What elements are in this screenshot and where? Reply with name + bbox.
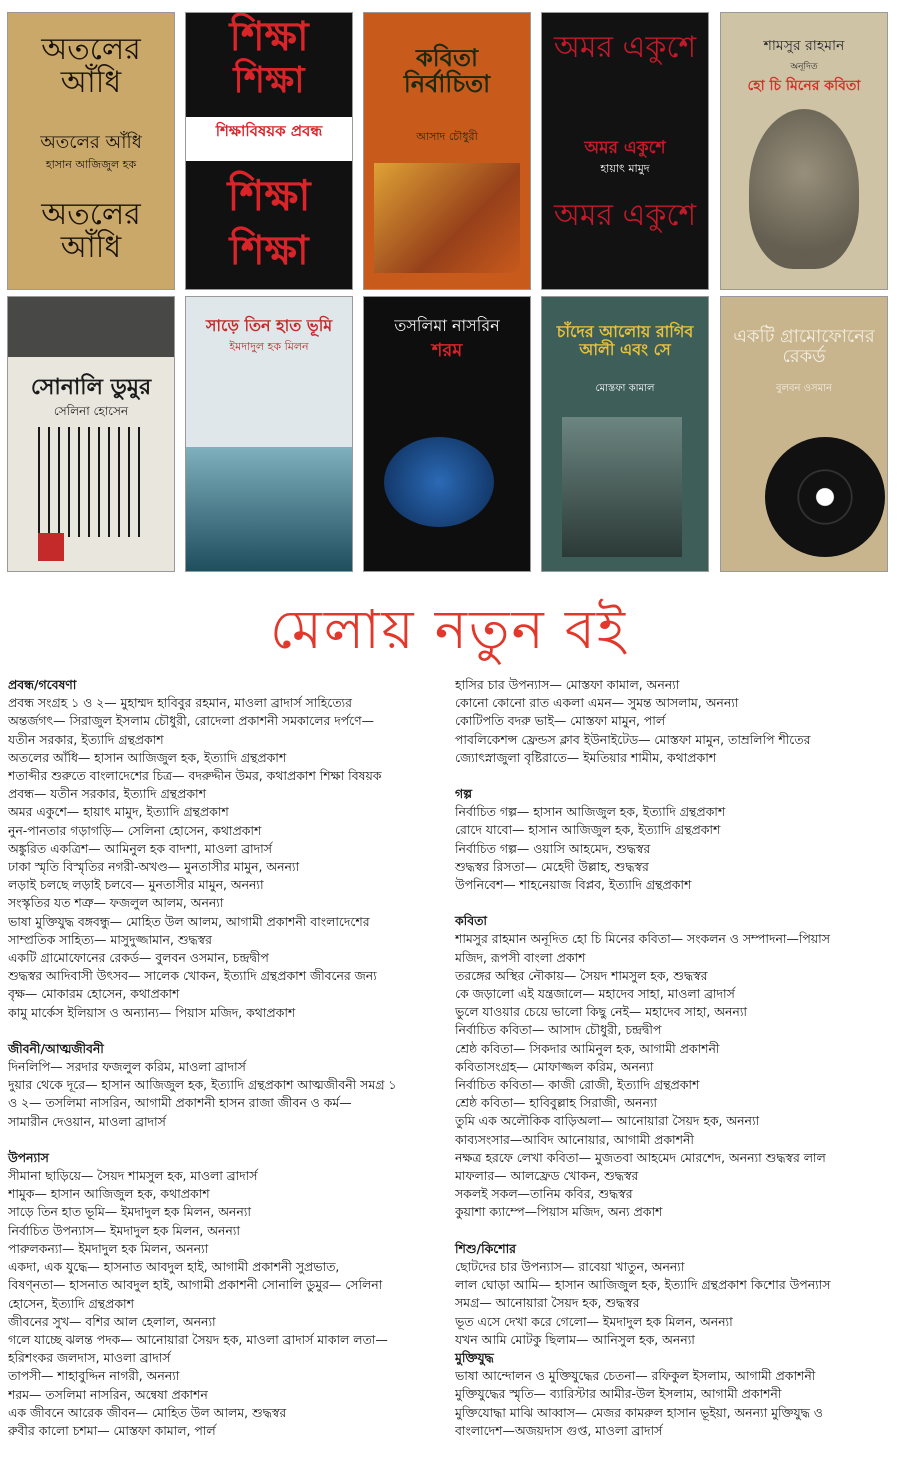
list-item: কোটিপতি বদরু ভাই— মোস্তফা মামুন, পার্ল bbox=[455, 713, 666, 729]
list-item: হোসেন, ইত্যাদি গ্রন্থপ্রকাশ bbox=[8, 1295, 134, 1311]
list-item: নির্বাচিত উপন্যাস— ইমদাদুল হক মিলন, অনন্যা bbox=[8, 1222, 240, 1238]
section-biography bbox=[8, 1040, 436, 1131]
list-item: হাসির চার উপন্যাস— মোস্তফা কামাল, অনন্যা bbox=[455, 677, 680, 692]
cover-title: সোনালি ডুমুর bbox=[30, 374, 152, 400]
cover-big-title-top: অতলের আঁধি bbox=[41, 32, 141, 100]
list-item: একটি গ্রামোফোনের রেকর্ড— বুলবন ওসমান, চন্দ্রদ্বীপ bbox=[8, 950, 269, 966]
cover-big-title-bottom: শিক্ষা bbox=[229, 227, 309, 274]
cover-editor: অনূদিত bbox=[790, 62, 818, 72]
cover-art bbox=[186, 447, 352, 571]
list-item: লড়াই চলছে লড়াই চলবে— মুনতাসীর মামুন, অনন্যা bbox=[8, 877, 264, 893]
list-item: নির্বাচিত গল্প— হাসান আজিজুল হক, ইত্যাদি গ্রন্থপ্রকাশ bbox=[455, 804, 726, 820]
list-item: কোনো কোনো রাত একলা এমন— সুমন্ত আসলাম, অনন্যা bbox=[455, 695, 739, 711]
list-item: সংস্কৃতির যত শত্রু— ফজলুল আলম, অনন্যা bbox=[8, 895, 224, 911]
cover-big-title-top: অমর একুশে bbox=[553, 30, 697, 65]
cover-author: সেলিনা হোসেন bbox=[53, 404, 129, 418]
section-novel-continued bbox=[455, 676, 891, 767]
list-item: উপনিবেশ— শাহনেয়াজ বিপ্লব, ইত্যাদি গ্রন্থপ্রকাশ bbox=[455, 877, 692, 893]
section-heading: প্রবন্ধ/গবেষণা bbox=[8, 677, 77, 692]
portrait-image bbox=[749, 109, 859, 269]
cover-kobita-nirbachita[interactable] bbox=[363, 12, 531, 290]
list-item: জ্যোৎস্নাজুলা বৃষ্টিরাতে— ইমতিয়ার শামীম, কথাপ্রকাশ bbox=[455, 749, 717, 765]
cover-author: যতীন সরকার bbox=[242, 145, 296, 156]
list-item: এক জীবনে আরেক জীবন— মোহিত উল আলম, শুদ্ধস্বর bbox=[8, 1404, 287, 1420]
cover-ho-chi-minh[interactable] bbox=[720, 12, 888, 290]
list-item: মুক্তিযোদ্ধা মাঝি আব্বাস— মেজর কামরুল হাসান ভূইয়া, অনন্যা মুক্তিযুদ্ধ ও bbox=[455, 1404, 823, 1420]
list-item: শ্রেষ্ঠ কবিতা— সিকদার আমিনুল হক, আগামী প্রকাশনী bbox=[455, 1040, 720, 1056]
list-item: শরম— তসলিমা নাসরিন, অন্বেষা প্রকাশন bbox=[8, 1386, 208, 1402]
list-item: ভাষা মুক্তিযুদ্ধ বঙ্গবন্ধু— মোহিত উল আলম, আগামী প্রকাশনী বাংলাদেশের bbox=[8, 913, 370, 929]
list-item: যতীন সরকার, ইত্যাদি গ্রন্থপ্রকাশ bbox=[8, 731, 164, 747]
cover-author: তসলিমা নাসরিন bbox=[394, 316, 500, 335]
cover-big-title-low: শিক্ষা bbox=[227, 171, 311, 220]
cover-author: বুলবন ওসমান bbox=[775, 383, 833, 394]
section-essay-research bbox=[8, 676, 436, 1022]
list-item: ঢাকা স্মৃতি বিস্মৃতির নগরী-অখণ্ড— মুনতাসীর মামুন, অনন্যা bbox=[8, 859, 300, 875]
list-item: সীমানা ছাড়িয়ে— সৈয়দ শামসুল হক, মাওলা ব্রাদার্স bbox=[8, 1168, 258, 1184]
cover-title: শরম bbox=[431, 340, 463, 361]
section-heading: উপন্যাস bbox=[8, 1149, 49, 1165]
cover-title: হো চি মিনের কবিতা bbox=[747, 78, 861, 94]
list-item: বাংলাদেশ—অজয়দাস গুপ্ত, মাওলা ব্রাদার্স bbox=[455, 1422, 663, 1438]
cover-art-strings bbox=[38, 427, 148, 537]
list-item: সামারীন দেওয়ান, মাওলা ব্রাদার্স bbox=[8, 1113, 166, 1129]
left-column bbox=[8, 676, 436, 1458]
list-item: মজিদ, রূপসী বাংলা প্রকাশ bbox=[455, 949, 586, 965]
list-item: ও ২— তসলিমা নাসরিন, আগামী প্রকাশনী হাসন রাজা জীবন ও কর্ম— bbox=[8, 1095, 352, 1111]
list-item: রুবীর কালো চশমা— মোস্তফা কামাল, পার্ল bbox=[8, 1422, 216, 1438]
list-item: তাপসী— শাহাবুদ্দিন নাগরী, অনন্যা bbox=[8, 1368, 180, 1384]
list-item: শুদ্ধস্বর রিসতা— মেহেদী উল্লাহ, শুদ্ধস্বর bbox=[455, 858, 649, 874]
list-item: কাব্যসংসার—আবিদ আনোয়ার, আগামী প্রকাশনী bbox=[455, 1131, 694, 1147]
list-item: পাবলিকেশন্স ফ্রেন্ডস ক্লাব ইউনাইটেড— মোস্তফা মামুন, তাম্রলিপি শীতের bbox=[455, 731, 811, 747]
right-column bbox=[455, 676, 891, 1440]
list-item: লাল ঘোড়া আমি— হাসান আজিজুল হক, ইত্যাদি গ্রন্থপ্রকাশ কিশোর উপন্যাস bbox=[455, 1277, 831, 1293]
list-item: কামু মার্কেস ইলিয়াস ও অন্যান্য— পিয়াস মজিদ, কথাপ্রকাশ bbox=[8, 1004, 296, 1020]
list-item: দিনলিপি— সরদার ফজলুল করিম, মাওলা ব্রাদার্স bbox=[8, 1059, 246, 1075]
cover-author: ইমদাদুল হক মিলন bbox=[229, 340, 309, 353]
list-item: প্রবন্ধ— যতীন সরকার, ইত্যাদি গ্রন্থপ্রকাশ bbox=[8, 786, 206, 802]
list-item: অমর একুশে— হায়াৎ মামুদ, ইত্যাদি গ্রন্থপ্রকাশ bbox=[8, 804, 229, 820]
section-heading: জীবনী/আত্মজীবনী bbox=[8, 1040, 104, 1056]
list-item: সাড়ে তিন হাত ভূমি— ইমদাদুল হক মিলন, অনন্যা bbox=[8, 1204, 251, 1220]
list-item: প্রবন্ধ সংগ্রহ ১ ও ২— মুহাম্মদ হাবিবুর রহমান, মাওলা ব্রাদার্স সাহিত্যের bbox=[8, 695, 352, 711]
list-item: নক্ষত্র হরফে লেখা কবিতা— মুজতবা আহমেদ মোরশেদ, অনন্যা শুদ্ধস্বর লাল bbox=[455, 1149, 826, 1165]
list-item: যখন আমি মোটকু ছিলাম— আনিসুল হক, অনন্যা bbox=[455, 1331, 695, 1347]
cover-shiksha[interactable] bbox=[185, 12, 353, 290]
list-item: ছোটদের চার উপন্যাস— রাবেয়া খাতুন, অনন্যা bbox=[455, 1258, 685, 1274]
section-liberation-war bbox=[455, 1349, 891, 1440]
list-item: নির্বাচিত কবিতা— আসাদ চৌধুরী, চন্দ্রদ্বীপ bbox=[455, 1022, 662, 1038]
list-item: শামুক— হাসান আজিজুল হক, কথাপ্রকাশ bbox=[8, 1186, 210, 1202]
cover-author: হাসান আজিজুল হক bbox=[45, 158, 137, 171]
list-item: কবিতাসংগ্রহ— মোফাজ্জল করিম, অনন্যা bbox=[455, 1058, 654, 1074]
cover-big-title-bottom: অমর একুশে bbox=[553, 198, 697, 233]
cover-art-accent bbox=[38, 533, 64, 561]
list-item: সাম্প্রতিক সাহিত্য— মাসুদুজ্জামান, শুদ্ধস্বর bbox=[8, 931, 212, 947]
section-novel bbox=[8, 1149, 436, 1440]
list-item: অন্তর্জগৎ— সিরাজুল ইসলাম চৌধুরী, রোদেলা প্রকাশনী সমকালের দর্পণে— bbox=[8, 713, 375, 729]
list-item: শামসুর রাহমান অনূদিত হো চি মিনের কবিতা— সংকলন ও সম্পাদনা—পিয়াস bbox=[455, 931, 830, 947]
list-item: জীবনের সুখ— বশির আল হেলাল, অনন্যা bbox=[8, 1313, 216, 1329]
list-item: ভাষা আন্দোলন ও মুক্তিযুদ্ধের চেতনা— রফিকুল ইসলাম, আগামী প্রকাশনী bbox=[455, 1368, 816, 1384]
section-heading: কবিতা bbox=[455, 913, 487, 929]
section-heading: মুক্তিযুদ্ধ bbox=[455, 1349, 494, 1365]
cover-gramophone-record[interactable] bbox=[720, 296, 888, 572]
cover-title: একটি গ্রামোফোনের রেকর্ড bbox=[733, 326, 875, 367]
list-item: নুন-পানতার গড়াগড়ি— সেলিনা হোসেন, কথাপ্রকাশ bbox=[8, 822, 262, 838]
list-item: কুয়াশা ক্যাম্পে—পিয়াস মজিদ, অন্য প্রকাশ bbox=[455, 1204, 663, 1220]
cover-author: মোস্তফা কামাল bbox=[595, 383, 655, 394]
cover-atoler-adhi[interactable] bbox=[7, 12, 175, 290]
list-item: রোদে যাবো— হাসান আজিজুল হক, ইত্যাদি গ্রন্থপ্রকাশ bbox=[455, 822, 721, 838]
cover-author: শামসুর রাহমান bbox=[763, 38, 845, 54]
list-item: ভূত এসে দেখা করে গেলো— ইমদাদুল হক মিলন, অনন্যা bbox=[455, 1313, 733, 1329]
list-item: মাফলার— আলফ্রেড খোকন, শুদ্ধস্বর bbox=[455, 1168, 639, 1184]
cover-author: আসাদ চৌধুরী bbox=[416, 130, 478, 143]
list-item: মুক্তিযুদ্ধের স্মৃতি— ব্যারিস্টার আমীর-উল ইসলাম, আগামী প্রকাশনী bbox=[455, 1386, 782, 1402]
cover-art bbox=[384, 437, 494, 527]
list-item: সমগ্র— আনোয়ারা সৈয়দ হক, শুদ্ধস্বর bbox=[455, 1295, 640, 1311]
list-item: শতাব্দীর শুরুতে বাংলাদেশের চিত্র— বদরুদ্দীন উমর, কথাপ্রকাশ শিক্ষা বিষয়ক bbox=[8, 768, 382, 784]
list-item: নির্বাচিত গল্প— ওয়াসি আহমেদ, শুদ্ধস্বর bbox=[455, 840, 651, 856]
list-item: গলে যাচ্ছে ঝলন্ত পদক— আনোয়ারা সৈয়দ হক, মাওলা ব্রাদার্স মাকাল লতা— bbox=[8, 1331, 388, 1347]
list-item: দুয়ার থেকে দূরে— হাসান আজিজুল হক, ইত্যাদি গ্রন্থপ্রকাশ আত্মজীবনী সমগ্র ১ bbox=[8, 1077, 397, 1093]
cover-big-title-bottom: অতলের আঁধি bbox=[41, 197, 141, 265]
book-covers bbox=[0, 0, 897, 580]
list-item: ভুলে যাওয়ার চেয়ে ভালো কিছু নেই— মহাদেব সাহা, অনন্যা bbox=[455, 1004, 748, 1020]
page-title: মেলায় নতুন বই bbox=[269, 598, 628, 661]
cover-art bbox=[374, 163, 520, 273]
cover-title: অমর একুশে bbox=[584, 138, 666, 158]
list-item: বিষণ্নতা— হাসনাত আবদুল হাই, আগামী প্রকাশনী সোনালি ডুমুর— সেলিনা bbox=[8, 1277, 383, 1293]
list-item: অতলের আঁধি— হাসান আজিজুল হক, ইত্যাদি গ্রন্থপ্রকাশ bbox=[8, 749, 287, 765]
cover-art bbox=[8, 297, 174, 357]
section-heading: শিশু/কিশোর bbox=[455, 1240, 517, 1256]
cover-author: হায়াৎ মামুদ bbox=[600, 162, 650, 175]
section-children bbox=[455, 1240, 891, 1349]
list-item: বৃক্ষ— মোকারম হোসেন, কথাপ্রকাশ bbox=[8, 986, 180, 1002]
cover-sare-tin-hat-bhumi[interactable] bbox=[185, 296, 353, 572]
cover-title: অতলের আঁধি bbox=[40, 132, 142, 153]
list-item: শুদ্ধস্বর আদিবাসী উৎসব— সালেক খোকন, ইত্যাদি গ্রন্থপ্রকাশ জীবনের জন্য bbox=[8, 968, 377, 984]
list-item: সকলই সকল—তানিম কবির, শুদ্ধস্বর bbox=[455, 1186, 633, 1202]
cover-big-title-top: শিক্ষা bbox=[229, 13, 309, 60]
cover-title: চাঁদের আলোয় রাগিব আলী এবং সে bbox=[556, 322, 694, 359]
list-item: কে জড়ালো এই যন্ত্রজালে— মহাদেব সাহা, মাওলা ব্রাদার্স bbox=[455, 986, 735, 1002]
list-item: শ্রেষ্ঠ কবিতা— হাবিবুল্লাহ সিরাজী, অনন্যা bbox=[455, 1095, 658, 1111]
cover-sonali-dumur[interactable] bbox=[7, 296, 175, 572]
list-item: একদা, এক যুদ্ধে— হাসনাত আবদুল হাই, আগামী প্রকাশনী সুপ্রভাত, bbox=[8, 1259, 340, 1275]
list-item: হরিশংকর জলদাস, মাওলা ব্রাদার্স bbox=[8, 1350, 171, 1366]
cover-chander-aloy[interactable] bbox=[541, 296, 709, 572]
cover-title: কবিতা নির্বাচিতা bbox=[403, 43, 491, 99]
list-item: অঙ্কুরিত একত্রিশ— আমিনুল হক বাদশা, মাওলা ব্রাদার্স bbox=[8, 840, 272, 856]
cover-title: শিক্ষাবিষয়ক প্রবন্ধ bbox=[215, 122, 323, 140]
section-poetry bbox=[455, 912, 891, 1221]
cover-big-title-mid: শিক্ষা bbox=[233, 59, 305, 101]
list-item: তুমি এক অলৌকিক বাড়িঅলা— আনোয়ারা সৈয়দ হক, অনন্যা bbox=[455, 1113, 760, 1129]
cover-amar-ekushe[interactable] bbox=[541, 12, 709, 290]
section-story bbox=[455, 785, 891, 894]
list-item: নির্বাচিত কবিতা— কাজী রোজী, ইত্যাদি গ্রন্থপ্রকাশ bbox=[455, 1077, 700, 1093]
record-icon bbox=[765, 437, 885, 557]
cover-shorom[interactable] bbox=[363, 296, 531, 572]
list-item: তরঙ্গের অস্থির নৌকায়— সৈয়দ শামসুল হক, শুদ্ধস্বর bbox=[455, 967, 708, 983]
list-item: পারুলকন্যা— ইমদাদুল হক মিলন, অনন্যা bbox=[8, 1240, 209, 1256]
cover-art bbox=[562, 417, 682, 557]
cover-title: সাড়ে তিন হাত ভূমি bbox=[205, 316, 333, 335]
section-heading: গল্প bbox=[455, 786, 472, 802]
